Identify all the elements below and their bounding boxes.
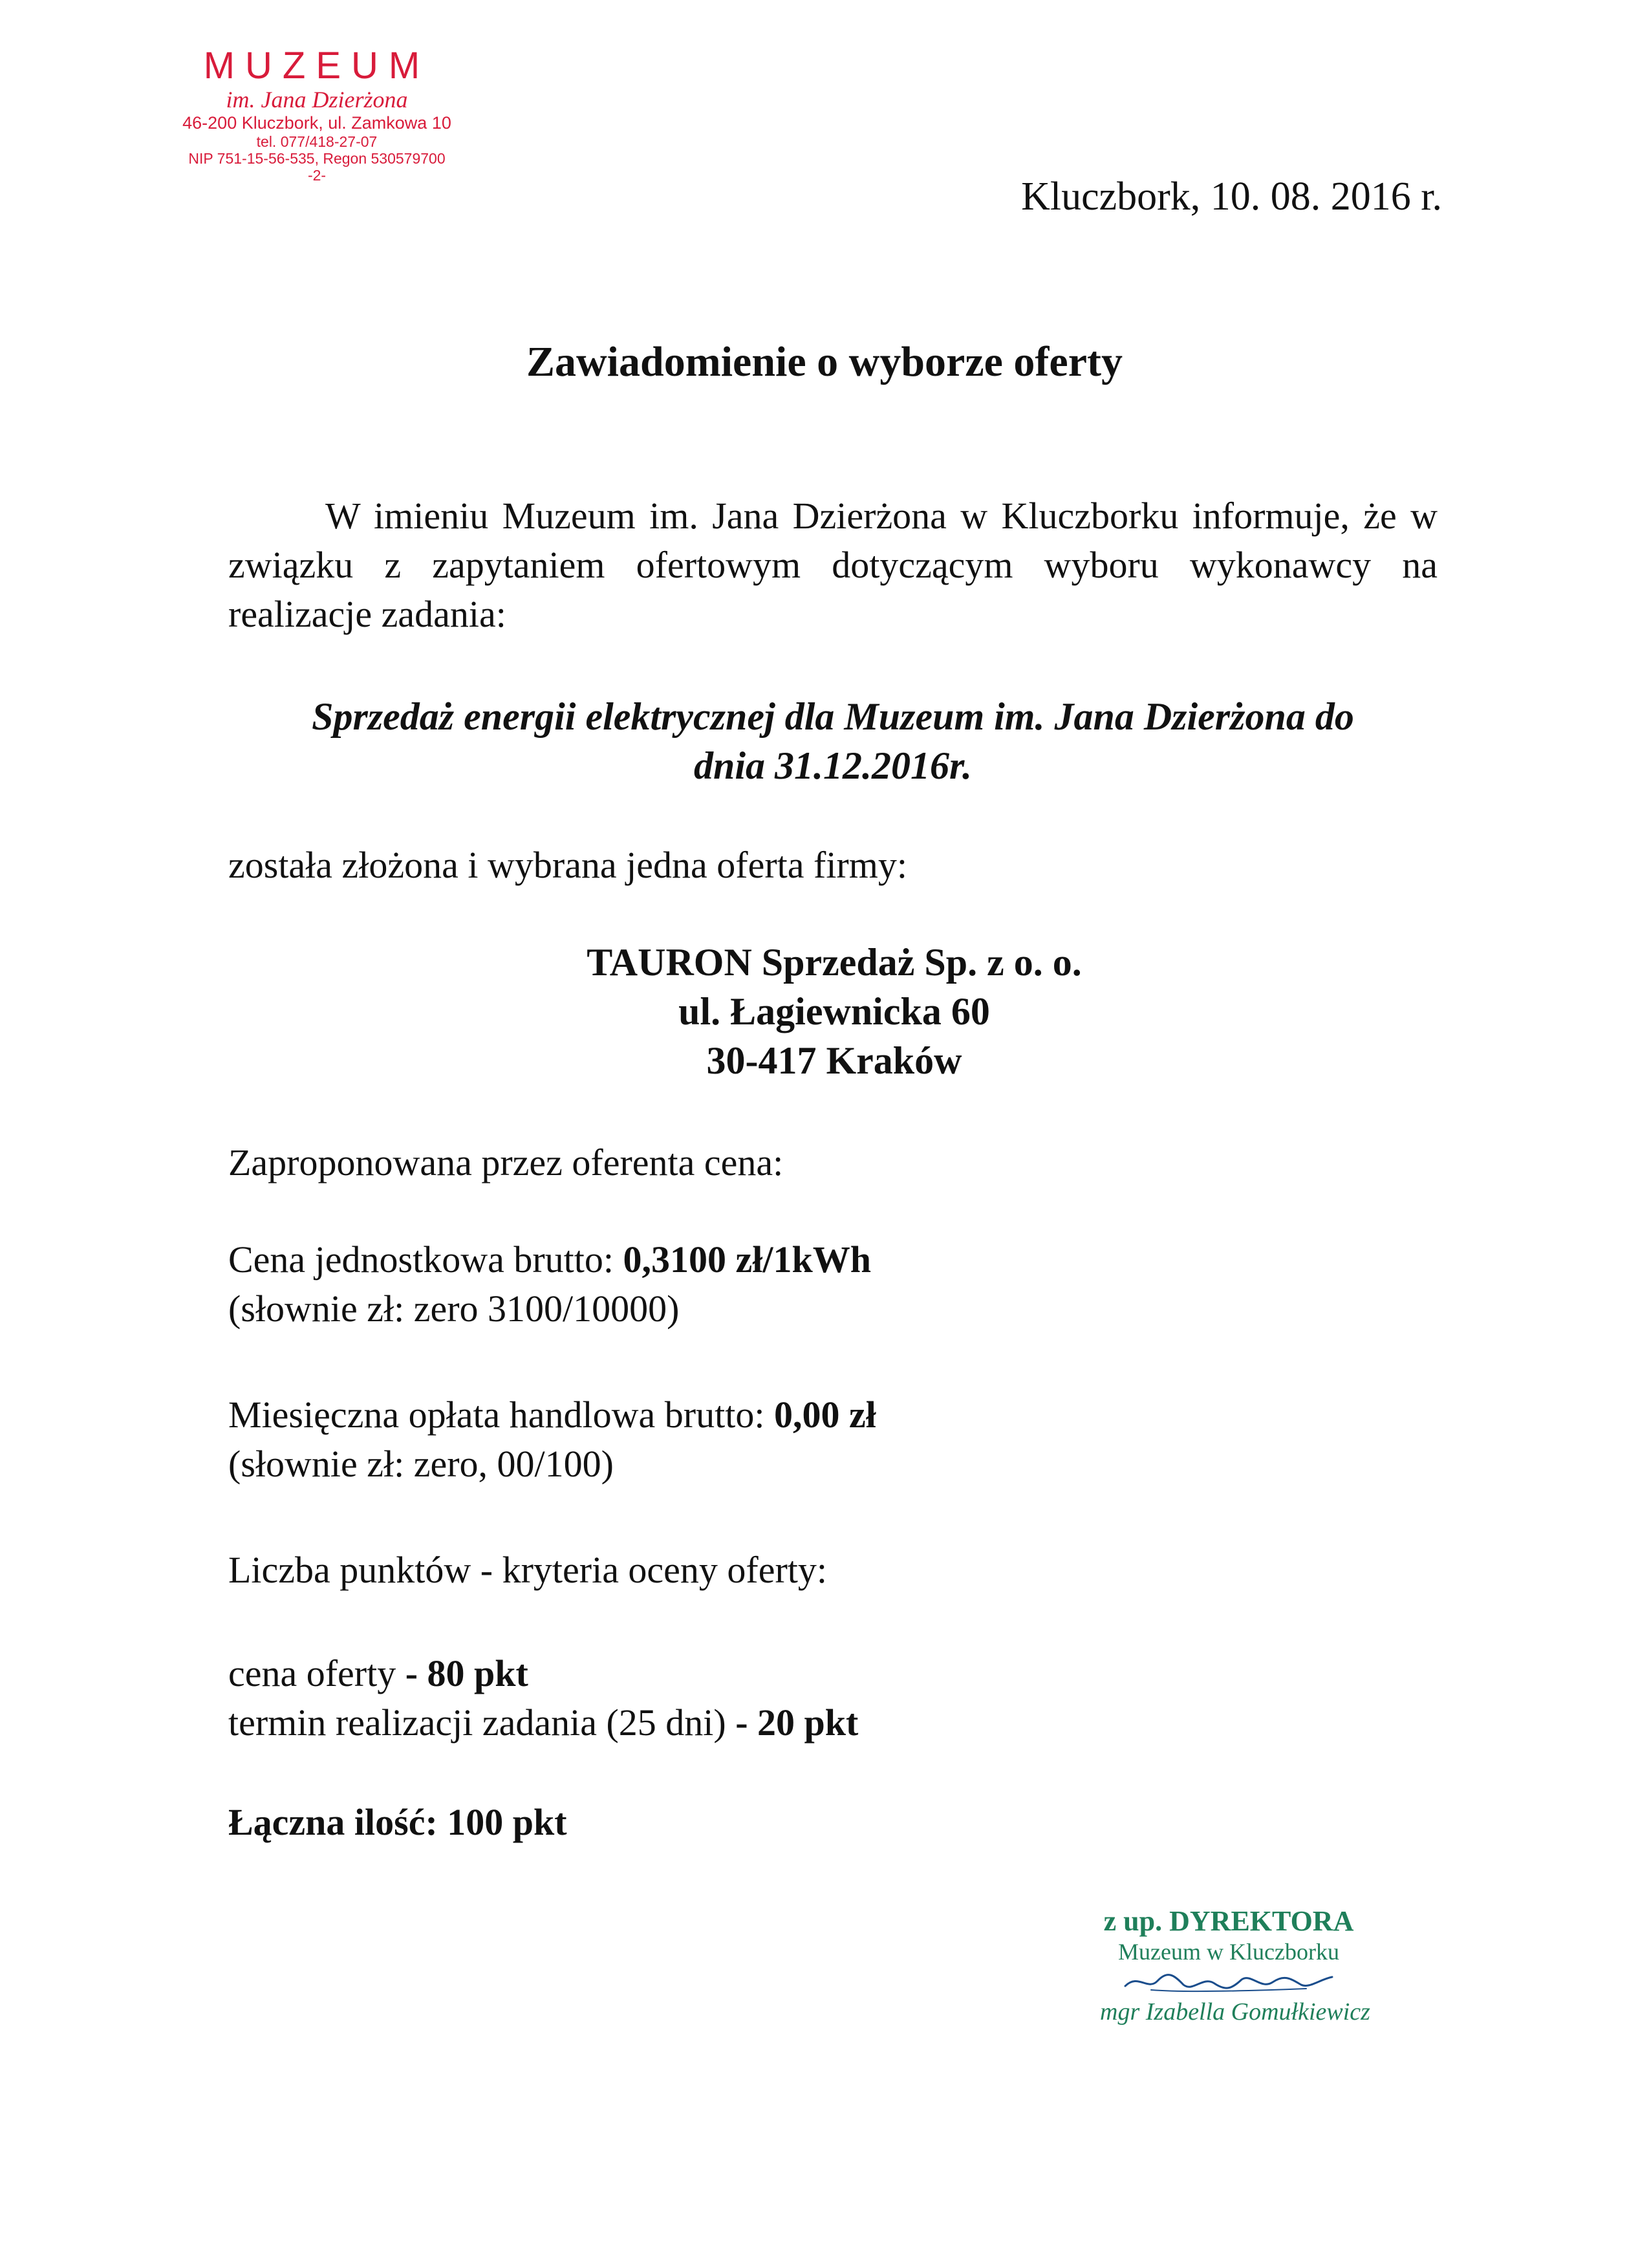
monthly-fee-label: Miesięczna opłata handlowa brutto: xyxy=(228,1394,774,1436)
criterion-price-points: - 80 pkt xyxy=(405,1652,528,1694)
company-block xyxy=(453,938,1216,1085)
points-intro: Liczba punktów - kryteria oceny oferty: xyxy=(228,1549,828,1591)
submitted-statement: została złożona i wybrana jedna oferta firmy: xyxy=(228,844,907,886)
criterion-deadline-points: - 20 pkt xyxy=(735,1701,859,1744)
unit-price-label: Cena jednostkowa brutto: xyxy=(228,1238,623,1280)
total-points: Łączna ilość: 100 pkt xyxy=(228,1801,567,1843)
unit-price-line xyxy=(228,1235,871,1284)
stamp-phone: tel. 077/418-27-07 xyxy=(256,133,378,150)
subject-line-2: dnia 31.12.2016r. xyxy=(693,744,973,787)
stamp-address: 46-200 Kluczbork, ul. Zamkowa 10 xyxy=(182,113,451,133)
subject-line-1: Sprzedaż energii elektrycznej dla Muzeum im. Jana Dzierżona do xyxy=(312,695,1354,738)
signature-role: z up. DYREKTORA xyxy=(1103,1905,1354,1937)
price-intro: Zaproponowana przez oferenta cena: xyxy=(228,1141,784,1183)
criterion-price-label: cena oferty xyxy=(228,1652,405,1694)
company-street: ul. Łagiewnicka 60 xyxy=(678,990,990,1033)
signature-institution: Muzeum w Kluczborku xyxy=(1118,1939,1339,1965)
intro-text: W imieniu Muzeum im. Jana Dzierżona w Kluczborku informuje, że w związku z zapytaniem ofertowym dotyczącym wyboru wykonawcy na realizacje zadania: xyxy=(228,495,1438,635)
unit-price-value: 0,3100 zł/1kWh xyxy=(623,1238,872,1280)
stamp-org-name: MUZEUM xyxy=(203,45,431,87)
monthly-fee-words: (słownie zł: zero, 00/100) xyxy=(228,1443,614,1485)
subject-of-order xyxy=(228,692,1438,790)
company-name: TAURON Sprzedaż Sp. z o. o. xyxy=(587,941,1082,984)
signature-stamp xyxy=(1028,1905,1429,2025)
criterion-price xyxy=(228,1649,528,1698)
stamp-patron: im. Jana Dzierżona xyxy=(226,87,408,113)
intro-paragraph xyxy=(228,491,1438,639)
document-title: Zawiadomienie o wyborze oferty xyxy=(526,338,1123,385)
museum-stamp xyxy=(97,45,537,184)
document-date: Kluczbork, 10. 08. 2016 r. xyxy=(1021,175,1442,219)
monthly-fee-value: 0,00 zł xyxy=(773,1394,876,1436)
company-city: 30-417 Kraków xyxy=(706,1039,962,1082)
stamp-ids: NIP 751-15-56-535, Regon 530579700 xyxy=(188,150,446,167)
unit-price-words: (słownie zł: zero 3100/10000) xyxy=(228,1288,680,1330)
criterion-deadline xyxy=(228,1698,858,1747)
stamp-copy-number: -2- xyxy=(307,167,327,184)
signature-name: mgr Izabella Gomułkiewicz xyxy=(1100,1998,1370,2025)
monthly-fee-line xyxy=(228,1390,876,1440)
criterion-deadline-label: termin realizacji zadania (25 dni) xyxy=(228,1701,736,1744)
handwritten-signature xyxy=(1112,1967,1345,1995)
